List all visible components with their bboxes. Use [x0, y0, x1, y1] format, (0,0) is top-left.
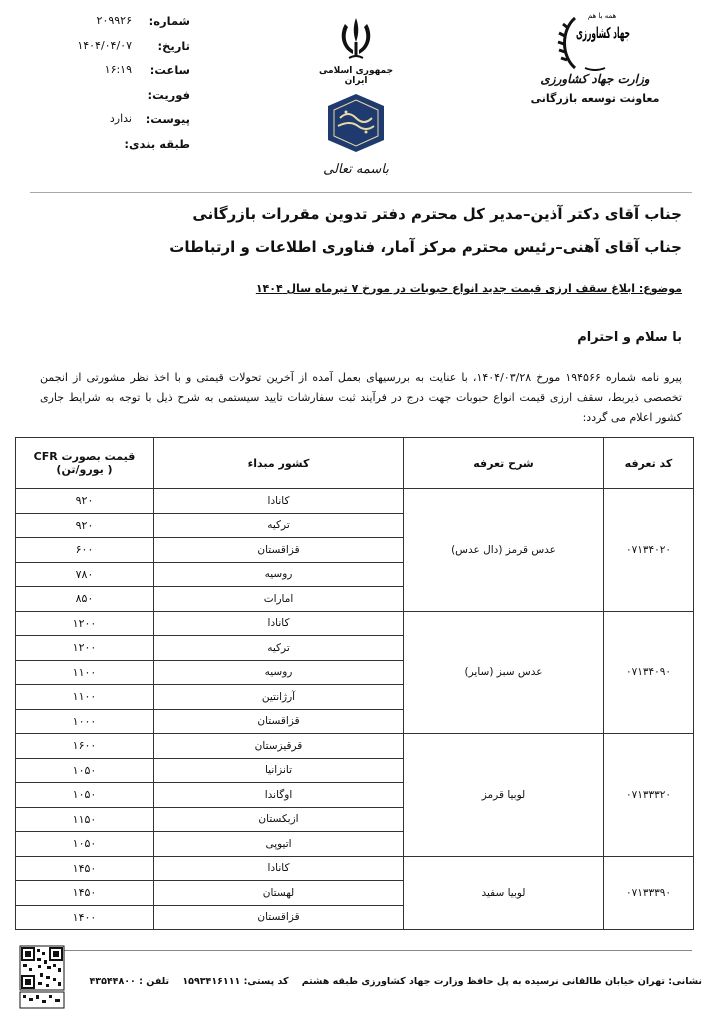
price-cell: ۱۶۰۰	[16, 734, 154, 759]
price-cell: ۱۰۰۰	[16, 709, 154, 734]
recipient-1: جناب آقای دکتر آذین–مدیر کل محترم دفتر تدوین مقررات بازرگانی	[192, 205, 682, 223]
price-cell: ۸۵۰	[16, 587, 154, 612]
price-cell: ۱۴۵۰	[16, 881, 154, 906]
time-value: ۱۶:۱۹	[104, 63, 132, 76]
tariff-code-cell: ۰۷۱۳۴۰۲۰	[604, 489, 694, 612]
origin-country-cell: اتیوپی	[154, 832, 404, 857]
tariff-code-cell: ۰۷۱۳۳۳۹۰	[604, 856, 694, 930]
date-label: تاریخ:	[157, 38, 190, 53]
header-divider	[30, 192, 692, 193]
date-value: ۱۴۰۴/۰۴/۰۷	[77, 38, 132, 52]
meta-number	[40, 14, 190, 39]
number-label: شماره:	[148, 14, 190, 28]
footer-info	[89, 976, 702, 987]
jahad-logo-icon	[555, 8, 635, 74]
classification-label: طبقه بندی:	[124, 136, 190, 151]
origin-country-cell: ترکیه	[154, 636, 404, 661]
table-header-row	[16, 438, 694, 489]
urgency-label: فوریت:	[147, 87, 190, 102]
origin-country-cell: روسیه	[154, 562, 404, 587]
price-cell: ۱۲۰۰	[16, 611, 154, 636]
origin-country-cell: تانزانیا	[154, 758, 404, 783]
origin-country-cell: ترکیه	[154, 513, 404, 538]
origin-country-cell: کانادا	[154, 611, 404, 636]
iran-emblem	[316, 14, 396, 177]
footer-phone: تلفن : ۴۳۵۴۴۸۰۰	[89, 976, 170, 987]
tariff-code-cell: ۰۷۱۳۳۳۲۰	[604, 734, 694, 857]
tariff-description-cell: عدس قرمز (دال عدس)	[404, 489, 604, 612]
header-origin: کشور مبداء	[154, 438, 404, 489]
origin-country-cell: آرژانتین	[154, 685, 404, 710]
table-row	[16, 856, 694, 881]
origin-country-cell: کانادا	[154, 489, 404, 514]
footer-divider	[30, 950, 692, 951]
price-cell: ۶۰۰	[16, 538, 154, 563]
price-cell: ۱۴۰۰	[16, 905, 154, 930]
origin-country-cell: قزاقستان	[154, 905, 404, 930]
ministry-logo	[530, 8, 660, 105]
time-label: ساعت:	[149, 63, 190, 77]
origin-country-cell: اوگاندا	[154, 783, 404, 808]
origin-country-cell: لهستان	[154, 881, 404, 906]
origin-country-cell: قزاقستان	[154, 538, 404, 563]
table-row	[16, 611, 694, 636]
number-value: ۲۰۹۹۲۶	[96, 14, 132, 27]
footer-postal: کد پستی: ۱۵۹۳۴۱۶۱۱۱	[182, 976, 289, 987]
emblem-icon	[331, 14, 381, 64]
attachment-label: پیوست:	[145, 112, 190, 126]
meta-urgency	[40, 88, 190, 113]
header-description: شرح تعرفه	[404, 438, 604, 489]
letter-body: پیرو نامه شماره ۱۹۴۵۶۶ مورخ ۱۴۰۴/۰۳/۲۸، با عنایت به بررسیهای بعمل آمده از آخرین تحولات قیمتی و با اخذ نظر مشورتی از انجمن تخصصی ذیربط، سقف ارزی قیمت انواع حبوبات جهت درج در فرآیند ثبت سفارشات تایید سیستمی به شرح ذیل با توجه به شرایط جاری کشور اعلام می گردد:	[40, 371, 682, 424]
origin-country-cell: امارات	[154, 587, 404, 612]
price-cell: ۱۰۵۰	[16, 783, 154, 808]
price-cell: ۷۸۰	[16, 562, 154, 587]
origin-country-cell: کانادا	[154, 856, 404, 881]
emblem-caption: جمهوری اسلامی ایران	[318, 66, 394, 86]
table-body	[16, 489, 694, 930]
price-cell: ۱۱۰۰	[16, 685, 154, 710]
price-table	[15, 437, 694, 930]
header-price-unit: ( یورو/تن)	[56, 463, 113, 476]
meta-classification	[40, 137, 190, 162]
table-row	[16, 489, 694, 514]
origin-country-cell: قزاقستان	[154, 709, 404, 734]
price-cell: ۹۲۰	[16, 489, 154, 514]
letter-meta	[40, 14, 190, 161]
meta-date	[40, 39, 190, 64]
greeting: با سلام و احترام	[577, 330, 682, 345]
heading-signature: باسمه تعالی	[323, 162, 389, 177]
footer-address: نشانی: تهران خیابان طالقانی نرسیده به پل حافظ وزارت جهاد کشاورزی طبقه هشتم	[301, 976, 702, 987]
header-code: کد تعرفه	[604, 438, 694, 489]
price-table-wrap	[15, 437, 693, 930]
tariff-description-cell: لوبیا سفید	[404, 856, 604, 930]
department-name: معاونت توسعه بازرگانی	[530, 92, 660, 105]
recipient-2: جناب آقای آهنی–رئیس محترم مرکز آمار، فناوری اطلاعات و ارتباطات	[169, 238, 682, 256]
tariff-description-cell: لوبیا قرمز	[404, 734, 604, 857]
origin-country-cell: روسیه	[154, 660, 404, 685]
price-cell: ۹۲۰	[16, 513, 154, 538]
seal-icon	[324, 92, 388, 154]
price-cell: ۱۰۵۰	[16, 758, 154, 783]
tariff-code-cell: ۰۷۱۳۴۰۹۰	[604, 611, 694, 734]
header-price	[16, 438, 154, 489]
table-row	[16, 734, 694, 759]
ministry-name: وزارت جهاد کشاورزی	[540, 72, 650, 86]
price-cell: ۱۱۰۰	[16, 660, 154, 685]
qr-code-icon	[20, 946, 64, 1008]
price-cell: ۱۲۰۰	[16, 636, 154, 661]
meta-attachment	[40, 112, 190, 137]
logo-brand: جهاد کشاورزی	[576, 24, 630, 42]
logo-top-text: همه با هم	[587, 12, 617, 20]
price-cell: ۱۱۵۰	[16, 807, 154, 832]
attachment-value: ندارد	[109, 112, 132, 125]
header-price-label: قیمت بصورت CFR	[33, 450, 136, 463]
meta-time	[40, 63, 190, 88]
price-cell: ۱۰۵۰	[16, 832, 154, 857]
tariff-description-cell: عدس سبز (سایر)	[404, 611, 604, 734]
origin-country-cell: ازبکستان	[154, 807, 404, 832]
subject-line: موضوع: ابلاغ سقف ارزی قیمت جدید انواع حبوبات در مورخ ۷ تیرماه سال ۱۴۰۴	[255, 282, 682, 295]
price-cell: ۱۴۵۰	[16, 856, 154, 881]
origin-country-cell: قرقیزستان	[154, 734, 404, 759]
